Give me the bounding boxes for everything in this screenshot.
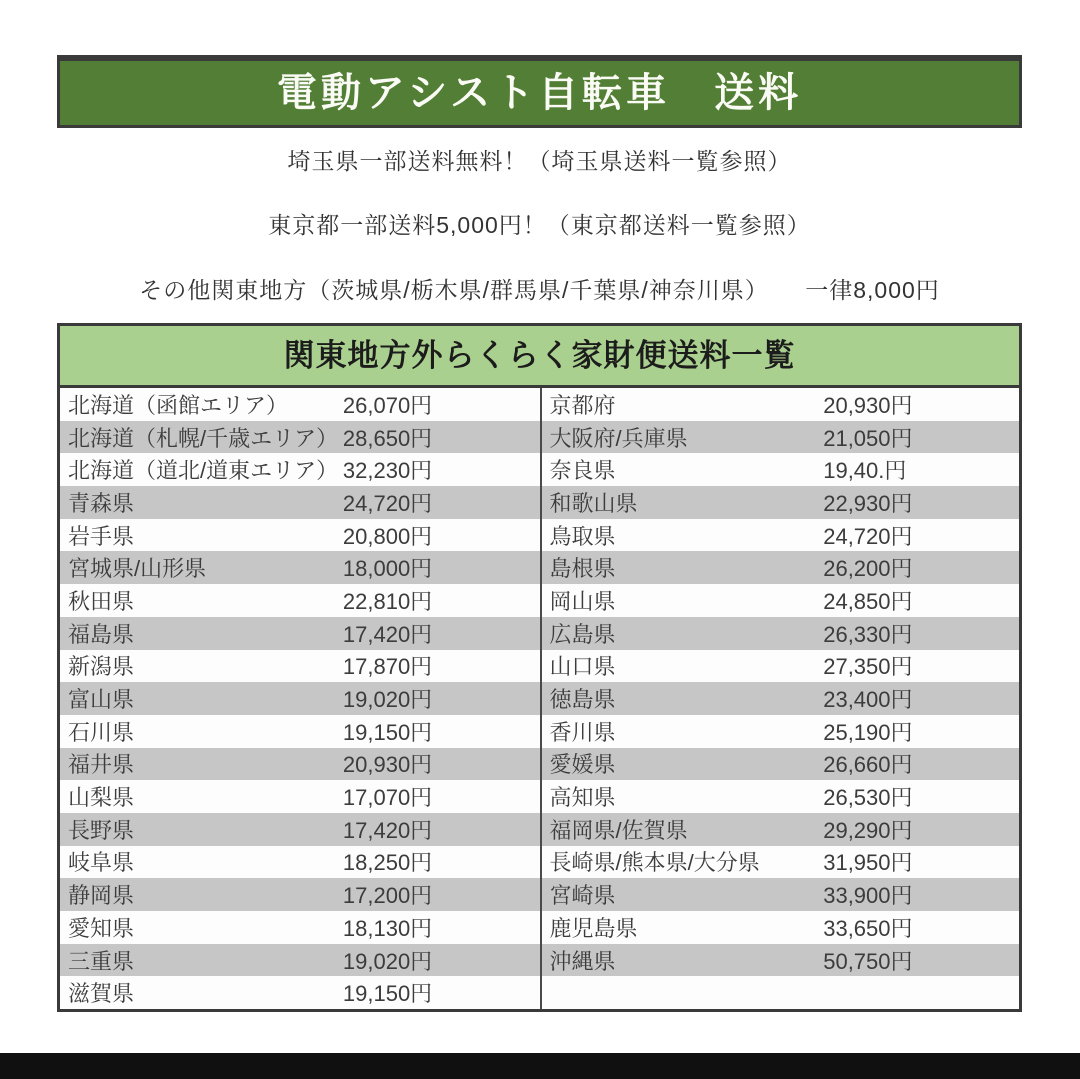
fee-cell-right — [540, 911, 1020, 944]
prefecture-name: 北海道（函館エリア） — [68, 392, 289, 418]
table-row — [60, 584, 1019, 617]
prefecture-name: 徳島県 — [549, 687, 616, 713]
fee-cell-left — [60, 682, 540, 715]
shipping-price: 25,190円 — [823, 719, 913, 745]
prefecture-name: 岩手県 — [68, 523, 135, 549]
prefecture-name: 香川県 — [549, 719, 616, 745]
prefecture-name: 宮城県/山形県 — [68, 556, 207, 582]
prefecture-name: 和歌山県 — [549, 490, 638, 516]
fee-cell-left — [60, 944, 540, 977]
shipping-price: 24,720円 — [823, 523, 913, 549]
prefecture-name: 北海道（道北/道東エリア） — [68, 458, 339, 484]
shipping-price: 24,850円 — [823, 588, 913, 614]
table-row — [60, 421, 1019, 454]
shipping-price: 19,150円 — [342, 981, 433, 1007]
shipping-price: 33,900円 — [823, 883, 913, 909]
shipping-price: 32,230円 — [342, 458, 433, 484]
shipping-price: 21,050円 — [823, 425, 913, 451]
table-row — [60, 388, 1019, 421]
fee-cell-right — [540, 421, 1020, 454]
shipping-price: 26,660円 — [823, 752, 913, 778]
shipping-price: 24,720円 — [342, 490, 433, 516]
fee-cell-left — [60, 650, 540, 683]
shipping-price: 26,330円 — [823, 621, 913, 647]
fee-cell-right — [540, 846, 1020, 879]
shipping-price: 26,070円 — [342, 392, 433, 418]
prefecture-name: 石川県 — [68, 719, 135, 745]
prefecture-name: 愛媛県 — [549, 752, 616, 778]
prefecture-name: 島根県 — [549, 556, 616, 582]
fee-cell-right — [540, 453, 1020, 486]
fee-cell-right — [540, 748, 1020, 781]
prefecture-name: 鳥取県 — [549, 523, 616, 549]
fee-cell-left — [60, 421, 540, 454]
prefecture-name: 長崎県/熊本県/大分県 — [549, 850, 760, 876]
prefecture-name: 広島県 — [549, 621, 616, 647]
prefecture-name: 秋田県 — [68, 588, 135, 614]
bottom-black-bar — [0, 1053, 1080, 1079]
shipping-price: 26,200円 — [823, 556, 913, 582]
fee-cell-left — [60, 878, 540, 911]
shipping-price: 23,400円 — [823, 687, 913, 713]
shipping-price: 22,930円 — [823, 490, 913, 516]
fee-table-body — [57, 388, 1022, 1012]
fee-cell-left — [60, 453, 540, 486]
shipping-price: 17,200円 — [342, 883, 433, 909]
fee-cell-left — [60, 748, 540, 781]
prefecture-name: 奈良県 — [549, 458, 616, 484]
shipping-price: 18,250円 — [342, 850, 433, 876]
shipping-price: 19,40.円 — [823, 458, 907, 484]
fee-cell-right — [540, 878, 1020, 911]
prefecture-name: 北海道（札幌/千歳エリア） — [68, 425, 339, 451]
table-row — [60, 911, 1019, 944]
fee-cell-right — [540, 519, 1020, 552]
shipping-price: 31,950円 — [823, 850, 913, 876]
fee-cell-right — [540, 388, 1020, 421]
table-row — [60, 617, 1019, 650]
fee-cell-left — [60, 486, 540, 519]
fee-cell-left — [60, 715, 540, 748]
fee-cell-right — [540, 813, 1020, 846]
title-band — [57, 55, 1022, 128]
shipping-price: 33,650円 — [823, 915, 913, 941]
fee-cell-right — [540, 650, 1020, 683]
note-tokyo: 東京都一部送料5,000円！（東京都送料一覧参照） — [268, 212, 811, 239]
prefecture-name: 京都府 — [549, 392, 616, 418]
prefecture-name: 青森県 — [68, 490, 135, 516]
fee-cell-right — [540, 551, 1020, 584]
fee-cell-right — [540, 682, 1020, 715]
shipping-price: 22,810円 — [342, 588, 433, 614]
prefecture-name: 高知県 — [549, 785, 616, 811]
table-row — [60, 878, 1019, 911]
fee-cell-right — [540, 617, 1020, 650]
fee-cell-left — [60, 911, 540, 944]
fee-cell-left — [60, 813, 540, 846]
shipping-price: 20,930円 — [823, 392, 913, 418]
shipping-notes — [57, 128, 1022, 323]
prefecture-name: 山口県 — [549, 654, 616, 680]
prefecture-name: 岡山県 — [549, 588, 616, 614]
table-row — [60, 682, 1019, 715]
prefecture-name: 三重県 — [68, 948, 135, 974]
table-row — [60, 813, 1019, 846]
table-row — [60, 780, 1019, 813]
table-row — [60, 748, 1019, 781]
fee-cell-left — [60, 780, 540, 813]
fee-cell-left — [60, 519, 540, 552]
prefecture-name: 宮崎県 — [549, 883, 616, 909]
shipping-price: 17,420円 — [342, 621, 433, 647]
subheader-band — [57, 323, 1022, 388]
shipping-price: 19,020円 — [342, 948, 433, 974]
shipping-price: 17,870円 — [342, 654, 433, 680]
fee-cell-right — [540, 486, 1020, 519]
page-title: 電動アシスト自転車 送料 — [276, 71, 803, 115]
prefecture-name: 福井県 — [68, 752, 135, 778]
note-other-kanto: その他関東地方（茨城県/栃木県/群馬県/千葉県/神奈川県） 一律8,000円 — [139, 276, 940, 303]
fee-cell-left — [60, 551, 540, 584]
prefecture-name: 山梨県 — [68, 785, 135, 811]
fee-cell-left — [60, 388, 540, 421]
shipping-price: 20,930円 — [342, 752, 433, 778]
fee-cell-right — [540, 584, 1020, 617]
table-row — [60, 453, 1019, 486]
shipping-price: 18,000円 — [342, 556, 433, 582]
fee-cell-right — [540, 715, 1020, 748]
shipping-fee-sheet — [57, 55, 1022, 1012]
table-row — [60, 650, 1019, 683]
table-heading: 関東地方外らくらく家財便送料一覧 — [283, 338, 796, 373]
table-row — [60, 944, 1019, 977]
prefecture-name: 岐阜県 — [68, 850, 135, 876]
shipping-price: 17,420円 — [342, 817, 433, 843]
prefecture-name: 福岡県/佐賀県 — [549, 817, 688, 843]
prefecture-name: 鹿児島県 — [549, 915, 638, 941]
fee-cell-left — [60, 617, 540, 650]
prefecture-name: 愛知県 — [68, 915, 135, 941]
table-row — [60, 486, 1019, 519]
prefecture-name: 福島県 — [68, 621, 135, 647]
prefecture-name: 長野県 — [68, 817, 135, 843]
fee-cell-left — [60, 846, 540, 879]
shipping-price: 27,350円 — [823, 654, 913, 680]
shipping-price: 18,130円 — [342, 915, 433, 941]
table-row — [60, 519, 1019, 552]
fee-cell-right — [540, 780, 1020, 813]
shipping-price: 19,150円 — [342, 719, 433, 745]
table-row — [60, 846, 1019, 879]
prefecture-name: 新潟県 — [68, 654, 135, 680]
note-saitama: 埼玉県一部送料無料！（埼玉県送料一覧参照） — [287, 148, 792, 174]
fee-cell-left — [60, 584, 540, 617]
prefecture-name: 沖縄県 — [549, 948, 616, 974]
shipping-price: 28,650円 — [342, 425, 433, 451]
shipping-price: 20,800円 — [342, 523, 433, 549]
shipping-price: 29,290円 — [823, 817, 913, 843]
shipping-price: 50,750円 — [823, 948, 913, 974]
table-row — [60, 715, 1019, 748]
prefecture-name: 富山県 — [68, 687, 135, 713]
fee-cell-left — [60, 976, 540, 1009]
table-row — [60, 551, 1019, 584]
shipping-price: 26,530円 — [823, 785, 913, 811]
fee-cell-right — [540, 976, 1020, 1009]
prefecture-name: 滋賀県 — [68, 981, 135, 1007]
table-row — [60, 976, 1019, 1009]
prefecture-name: 大阪府/兵庫県 — [549, 425, 688, 451]
fee-cell-right — [540, 944, 1020, 977]
shipping-price: 19,020円 — [342, 687, 433, 713]
shipping-price: 17,070円 — [342, 785, 433, 811]
prefecture-name: 静岡県 — [68, 883, 135, 909]
